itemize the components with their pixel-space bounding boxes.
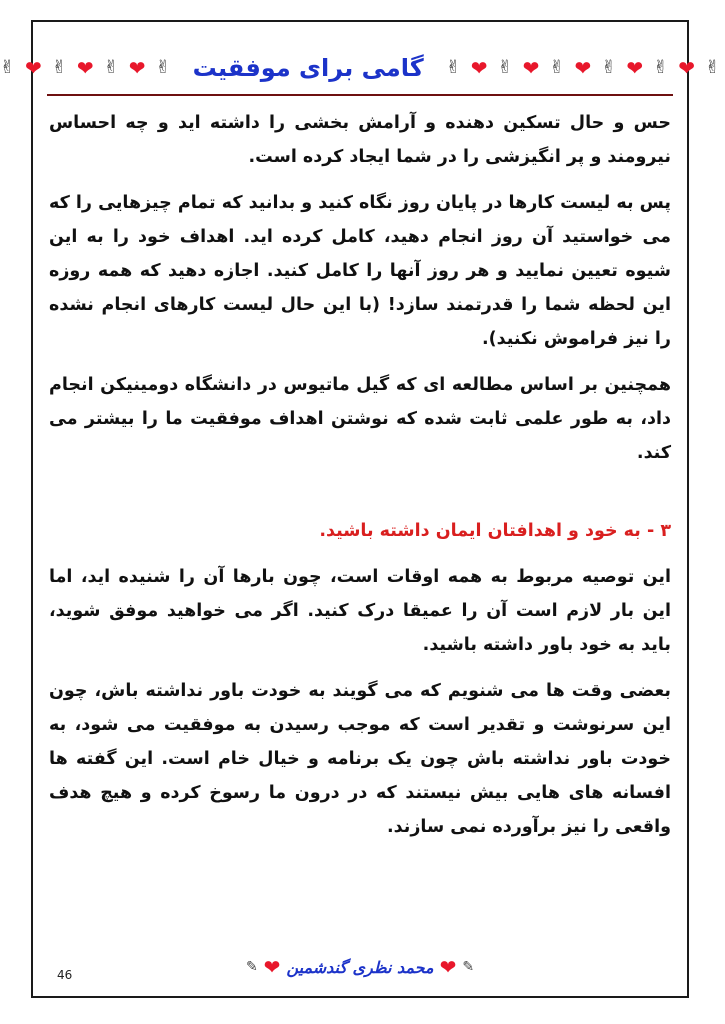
victory-hand-icon: ✌ — [549, 57, 565, 78]
page-title: گامی برای موفقیت — [192, 54, 424, 82]
victory-hand-icon: ✌ — [51, 57, 67, 78]
heart-icon: ❤ — [128, 56, 146, 80]
heart-icon: ❤ — [574, 56, 592, 80]
pen-icon: ✎ — [462, 959, 475, 975]
paragraph-4: این توصیه مربوط به همه اوقات است، چون بارها آن را شنیده اید، اما این بار لازم است آن را عمیقا درک کنید. اگر می خواهید موفق شوید، باید به خود باور داشته باشید. — [49, 567, 671, 655]
heart-icon: ❤ — [678, 56, 695, 80]
heart-icon: ❤ — [25, 56, 42, 80]
victory-hand-icon: ✌ — [601, 57, 617, 78]
paragraph-1: حس و حال تسکین دهنده و آرامش بخشی را داشته اید و چه احساس نیرومند و پر انگیزشی را در شما ایجاد کرده است. — [49, 113, 671, 167]
victory-hand-icon: ✌ — [497, 57, 513, 78]
paragraph-5: بعضی وقت ها می شنویم که می گویند به خودت باور نداشته باش، چون این سرنوشت و تقدیر است که موجب رسیدن به موفقیت می شود، به خودت باور نداشته باش چون یک برنامه و خیال خام است. این گفته ها افسانه های هایی بیش نیستند که در درون ما رسوخ کرده و هیچ هدف واقعی را نیز برآورده نمی سازند. — [49, 681, 671, 837]
page-header — [0, 50, 721, 86]
author-signature: محمد نظری گندشمین — [286, 957, 434, 977]
victory-hand-icon: ✌ — [0, 57, 16, 78]
victory-hand-icon: ✌ — [653, 57, 669, 78]
paragraph-3: همچنین بر اساس مطالعه ای که گیل ماتیوس در دانشگاه دومینیکن انجام داد، به طور علمی ثابت شده که نوشتن اهداف موفقیت ما را بیشتر می کند. — [49, 375, 671, 463]
page-frame — [0, 20, 721, 998]
header-divider — [47, 94, 673, 96]
paragraph-2: پس به لیست کارها در پایان روز نگاه کنید و بدانید که تمام چیزهایی را که می خواستید آن روز انجام دهید، کامل کرده اید. اهداف خود را به این شیوه تعیین نمایید و هر روز آنها را کامل کنید. اجازه دهید که همه روزه این لحظه شما را قدرتمند سازد! (با این حال لیست کارهای انجام نشده را نیز فراموش نکنید). — [49, 193, 671, 349]
victory-hand-icon: ✌ — [103, 57, 119, 78]
page-number: 46 — [57, 968, 73, 982]
victory-hand-icon: ✌ — [445, 57, 461, 78]
victory-hand-icon: ✌ — [704, 57, 721, 78]
heart-icon: ❤ — [263, 955, 281, 979]
header-decoration-left — [0, 58, 171, 78]
pen-icon: ✎ — [245, 959, 258, 975]
page-footer — [33, 954, 687, 980]
heart-icon: ❤ — [522, 56, 540, 80]
heart-icon: ❤ — [470, 56, 488, 80]
heart-icon: ❤ — [76, 56, 94, 80]
heart-icon: ❤ — [439, 955, 457, 979]
victory-hand-icon: ✌ — [155, 57, 171, 78]
header-decoration-right — [446, 58, 720, 78]
section-heading: ۳ - به خود و اهدافتان ایمان داشته باشید. — [319, 521, 671, 541]
document-body — [49, 106, 671, 856]
heart-icon: ❤ — [626, 56, 644, 80]
